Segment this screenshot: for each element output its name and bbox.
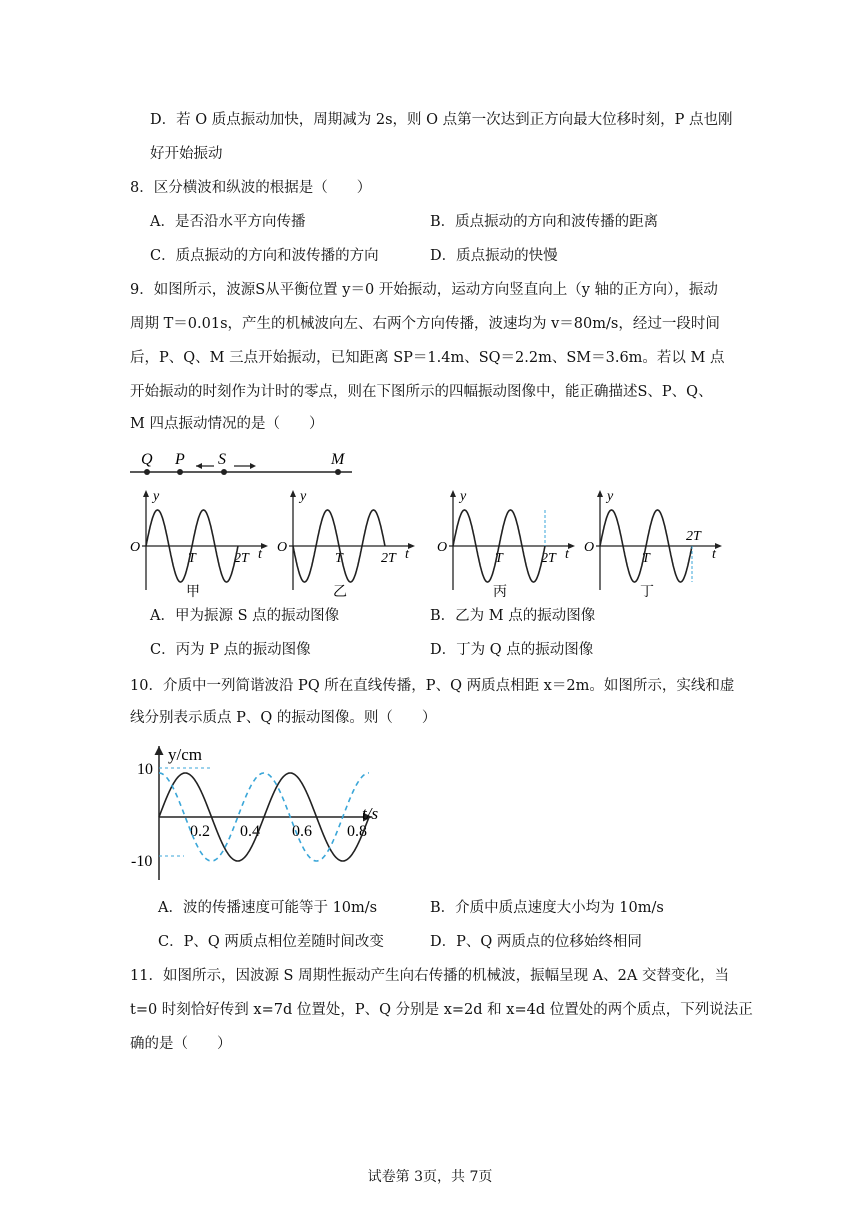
q9-graph-caption: 乙 — [333, 585, 347, 600]
q10-x-tick-06: 0.6 — [292, 823, 312, 840]
q9-graph-tick-T: T — [495, 551, 503, 566]
q9-graph-tick-T: T — [188, 551, 196, 566]
q10-x-label: t/s — [362, 804, 379, 823]
q8-option-d: D．质点振动的快慢 — [430, 248, 558, 264]
q9-stem-line4: 开始振动的时刻作为计时的零点，则在下图所示的四幅振动图像中，能正确描述S、P、Q、 — [130, 384, 713, 400]
q9-graph-y-label: y — [153, 489, 160, 504]
q9-figure — [0, 444, 860, 604]
q9-graph-caption: 丙 — [493, 585, 507, 600]
q9-graph-t-label: t — [712, 547, 716, 562]
q9-stem-line1: 9．如图所示，波源S从平衡位置 y＝0 开始振动，运动方向竖直向上（y 轴的正方向），振动 — [130, 282, 718, 298]
q10-graph — [0, 740, 860, 890]
q9-graph-caption: 丁 — [640, 585, 654, 600]
q10-stem-line1: 10．介质中一列简谐波沿 PQ 所在直线传播，P、Q 两质点相距 x＝2m。如图所示，实线和虚 — [130, 678, 735, 694]
q9-graph-t-label: t — [258, 547, 262, 562]
q10-y-tick-neg10: -10 — [131, 853, 153, 870]
q10-x-tick-02: 0.2 — [190, 823, 210, 840]
q9-graph-origin: O — [437, 540, 448, 555]
q10-y-tick-10: 10 — [137, 761, 153, 778]
q9-option-a: A．甲为振源 S 点的振动图像 — [150, 608, 340, 624]
q9-graph-tick-2T: 2T — [234, 551, 249, 566]
q9-graph-y-label: y — [300, 489, 307, 504]
q9-graph-y-label: y — [607, 489, 614, 504]
point-label-q: Q — [141, 451, 153, 468]
q10-option-d: D．P、Q 两质点的位移始终相同 — [430, 934, 642, 950]
q9-option-d: D．丁为 Q 点的振动图像 — [430, 642, 594, 658]
q10-option-c: C．P、Q 两质点相位差随时间改变 — [158, 934, 384, 950]
q10-option-a: A．波的传播速度可能等于 10m/s — [158, 900, 378, 916]
q11-stem-line2: t=0 时刻恰好传到 x=7d 位置处，P、Q 分别是 x=2d 和 x=4d 位置处的两个质点，下列说法正 — [130, 1002, 753, 1018]
q8-option-b: B．质点振动的方向和波传播的距离 — [430, 214, 659, 230]
q9-graph-tick-2T: 2T — [541, 551, 556, 566]
q9-option-b: B．乙为 M 点的振动图像 — [430, 608, 596, 624]
q9-graphs — [130, 489, 722, 600]
q10-x-tick-08: 0.8 — [347, 823, 367, 840]
q9-graph-tick-2T: 2T — [686, 529, 701, 544]
point-label-p: P — [175, 451, 185, 468]
q11-stem-line1: 11．如图所示，因波源 S 周期性振动产生向右传播的机械波，振幅呈现 A、2A 交替变化，当 — [130, 968, 729, 984]
page-footer: 试卷第 3页，共 7页 — [367, 1169, 493, 1185]
q8-option-a: A．是否沿水平方向传播 — [150, 214, 306, 230]
q10-y-label: y/cm — [168, 745, 202, 764]
q9-graph-caption: 甲 — [186, 585, 200, 600]
q9-stem-line3: 后，P、Q、M 三点开始振动，已知距离 SP＝1.4m、SQ＝2.2m、SM＝3.6m。若以 M 点 — [130, 350, 725, 366]
point-label-m: M — [331, 451, 345, 468]
q9-graph-origin: O — [130, 540, 141, 555]
q7-option-d-line2: 好开始振动 — [150, 146, 223, 162]
q9-graph-tick-T: T — [335, 551, 343, 566]
q9-option-c: C．丙为 P 点的振动图像 — [150, 642, 311, 658]
q9-graph-y-label: y — [460, 489, 467, 504]
q10-x-tick-04: 0.4 — [240, 823, 260, 840]
q10-stem-line2: 线分别表示质点 P、Q 的振动图像。则（ ） — [130, 710, 437, 726]
point-label-s: S — [218, 451, 226, 468]
q8-option-c: C．质点振动的方向和波传播的方向 — [150, 248, 379, 264]
q9-graph-origin: O — [277, 540, 288, 555]
q9-graph-tick-T: T — [642, 551, 650, 566]
q9-graph-t-label: t — [405, 547, 409, 562]
q9-stem-line2: 周期 T＝0.01s，产生的机械波向左、右两个方向传播，波速均为 v＝80m/s，经过一段时间 — [130, 316, 720, 332]
q10-option-b: B．介质中质点速度大小均为 10m/s — [430, 900, 664, 916]
q7-option-d-line1: D．若 O 质点振动加快，周期减为 2s，则 O 点第一次达到正方向最大位移时刻，P 点也刚 — [150, 112, 733, 128]
q9-graph-tick-2T: 2T — [381, 551, 396, 566]
q9-graph-origin: O — [584, 540, 595, 555]
q11-stem-line3: 确的是（ ） — [130, 1036, 232, 1052]
q9-stem-line5: M 四点振动情况的是（ ） — [130, 416, 324, 432]
q9-graph-t-label: t — [565, 547, 569, 562]
q8-stem: 8．区分横波和纵波的根据是（ ） — [130, 180, 372, 196]
